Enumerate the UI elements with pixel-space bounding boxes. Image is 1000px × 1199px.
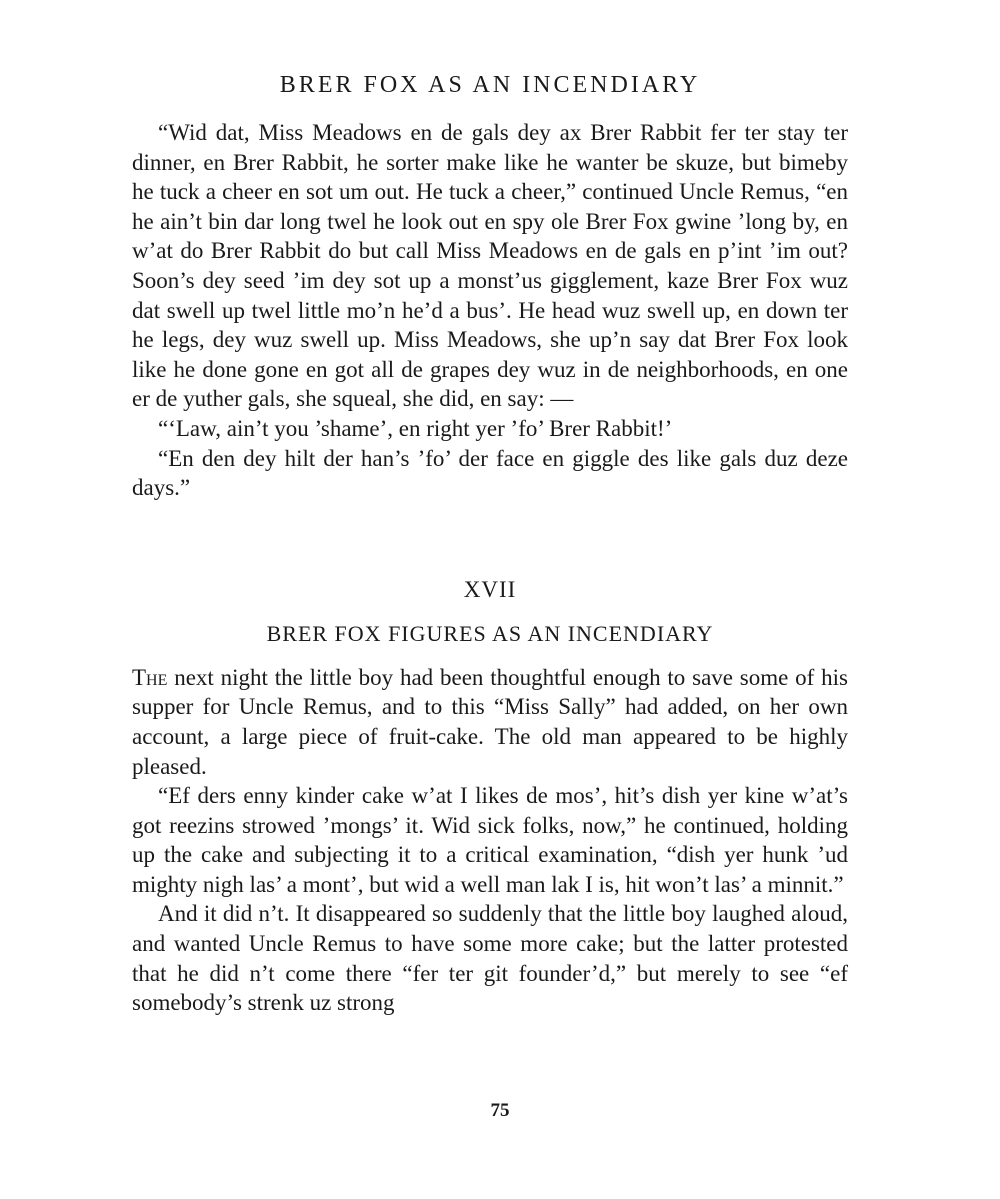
paragraph: “En den dey hilt der han’s ’fo’ der face en giggle des like gals duz deze days.” [132, 445, 848, 501]
paragraph: “Ef ders enny kinder cake w’at I likes de mos’, hit’s dish yer kine w’at’s got reezins strowed ’mongs’ it. Wid sick folks, now,” he continued, holding up the cake and subjecting it to a critical examination, “dish yer hunk ’ud mighty nigh las’ a mont’, but wid a well man lak I is, hit won’t las’ a minnit.” [132, 783, 848, 897]
chapter-opening-paragraph [132, 663, 848, 781]
paragraph: “Wid dat, Miss Meadows en de gals dey ax Brer Rabbit fer ter stay ter dinner, en Brer Rabbit, he sorter make like he wanter be skuze, but bimeby he tuck a cheer en sot um out. He tuck a cheer,” continued Uncle Remus, “en he ain’t bin dar long twel he look out en spy ole Brer Fox gwine ’long by, en w’at do Brer Rabbit do but call Miss Meadows en de gals en p’int ’im out? Soon’s dey seed ’im dey sot up a monst’us gigglement, kaze Brer Fox wuz dat swell up twel little mo’n he’d a bus’. He head wuz swell up, en down ter he legs, dey wuz swell up. Miss Meadows, she up’n say dat Brer Fox look like he done gone en got all de grapes dey wuz in de neighborhoods, en one er de yuther gals, she squeal, she did, en say: — [132, 120, 848, 412]
opening-word: The [132, 664, 168, 690]
page-number: 75 [490, 1100, 510, 1121]
chapter-number: XVII [463, 576, 517, 602]
paragraph: “‘Law, ain’t you ’shame’, en right yer ’fo’ Brer Rabbit!’ [158, 415, 673, 441]
paragraph: And it did n’t. It disappeared so suddenly that the little boy laughed aloud, and wanted Uncle Remus to have some more cake; but the latter protested that he did n’t come there “fer ter git founder’d,” but merely to see “ef somebody’s strenk uz strong [132, 901, 848, 1016]
opening-text: next night the little boy had been thoughtful enough to save some of his supper for Uncle Remus, and to this “Miss Sally” had added, on her own account, a large piece of fruit-cake. The old man appeared to be highly pleased. [132, 664, 848, 779]
page-body [132, 68, 848, 1018]
running-head: BRER FOX AS AN INCENDIARY [279, 72, 701, 98]
chapter-title: BRER FOX FIGURES AS AN INCENDIARY [266, 620, 714, 646]
